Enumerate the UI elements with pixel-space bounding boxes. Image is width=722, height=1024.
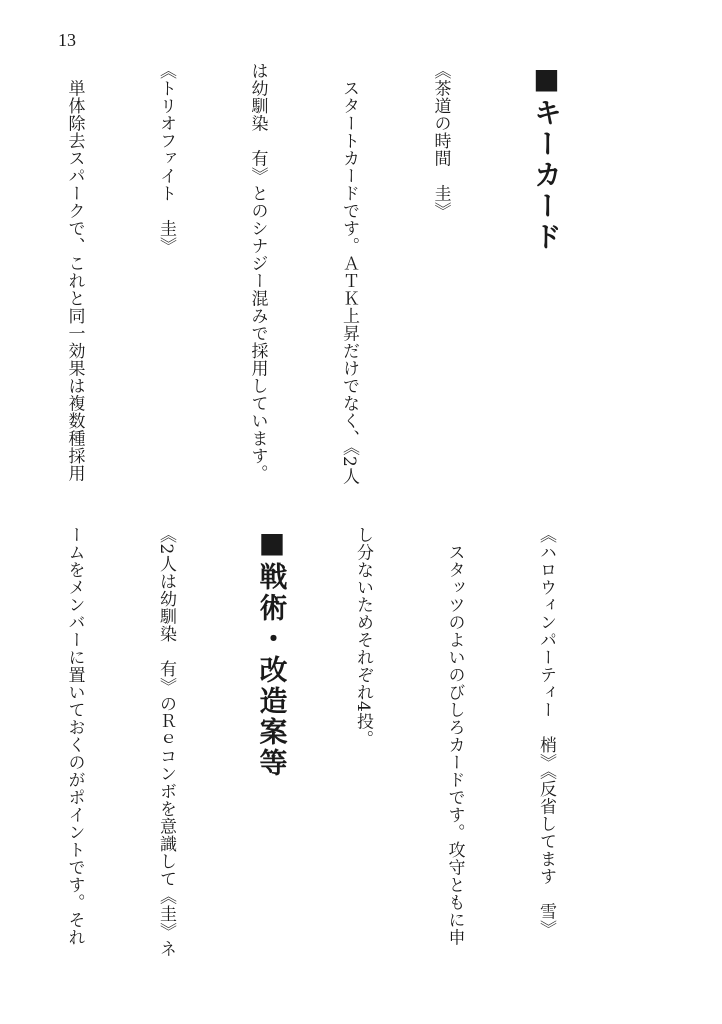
text-line: 《ハロウィンパーティー 梢》《反省してます 雪》	[536, 526, 556, 938]
heading-key-cards: ■キーカード	[530, 62, 563, 253]
text-line: 単体除去スパークで、これと同一効果は複数種採用	[64, 62, 85, 482]
upper-text-block	[62, 62, 622, 522]
heading-tactics: ■戦術・改造案等	[255, 526, 289, 779]
text-line: 《茶道の時間 圭》	[430, 62, 451, 220]
text-line: スタッツのよいのびしろカードです。攻守ともに申	[444, 526, 465, 946]
text-line: 《2人は幼馴染 有》のＲｅコンボを意識して《圭》ネ	[156, 526, 176, 958]
text-line: し分ないためそれぞれ4投。	[353, 526, 373, 748]
page-number: 13	[58, 30, 76, 50]
text-line: ームをメンバーに置いておくのがポイントです。それ	[64, 526, 85, 946]
text-line: スタートカードです。ＡＴＫ上昇だけでなく、《2人	[339, 62, 359, 485]
lower-text-block	[62, 526, 622, 976]
text-line: 《トリオファイト 圭》	[156, 62, 176, 255]
text-line: は幼馴染 有》とのシナジー混みで採用しています。	[247, 62, 268, 482]
